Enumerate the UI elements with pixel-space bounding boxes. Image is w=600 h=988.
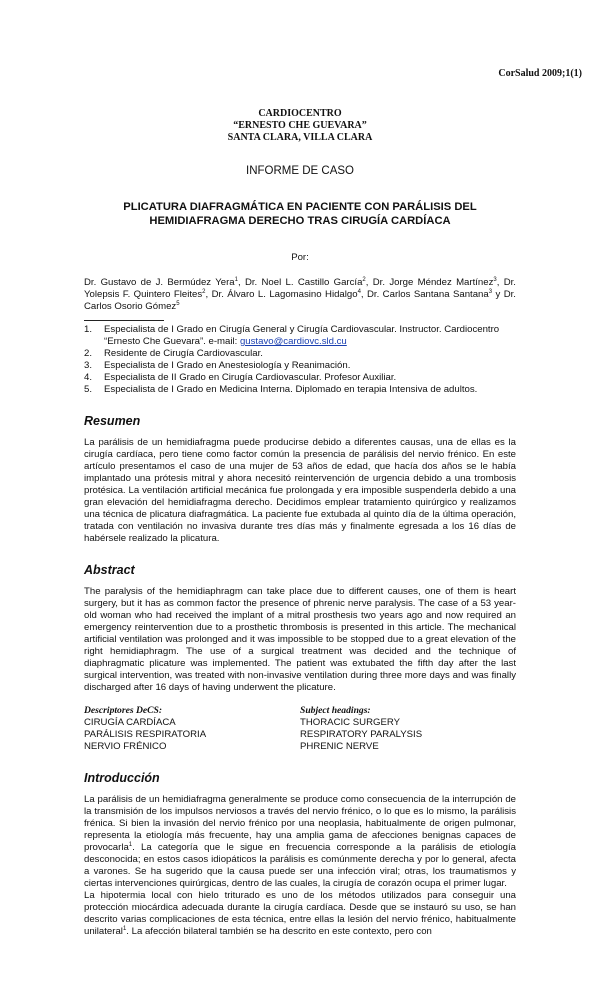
- author-name: Dr. Jorge Méndez Martínez: [372, 277, 494, 288]
- institution-block: [84, 108, 516, 144]
- footnote-number: 3.: [84, 360, 93, 371]
- article-title: [84, 200, 516, 228]
- author-affiliation-mark: 2: [362, 276, 366, 283]
- paragraph-text: La parálisis de un hemidiafragma generalmente se produce como consecuencia de la interrupción de la transmisión de los impulsos nerviosos a través del nervio frénico, o lo que es lo mismo, la parálisis frénica. Si bien la invasión del nervio frénico por una neoplasia, habitualmente de origen pulmonar, representa la etiología más frecuente, hay una amplia gama de afecciones benignas capaces de provocarla: [84, 794, 516, 853]
- footnote-number: 1.: [84, 324, 93, 335]
- report-type: INFORME DE CASO: [246, 165, 354, 177]
- resumen-heading: Resumen: [84, 414, 141, 428]
- footnote-text: Especialista de I Grado en Medicina Interna. Diplomado en terapia Intensiva de adultos.: [104, 384, 478, 395]
- keyword-item: PHRENIC NERVE: [300, 741, 379, 752]
- subject-heading: Subject headings:: [300, 705, 371, 716]
- footnote-number: 2.: [84, 348, 93, 359]
- title-line: PLICATURA DIAFRAGMÁTICA EN PACIENTE CON PARÁLISIS DEL: [123, 201, 477, 213]
- author-list: [84, 277, 516, 313]
- abstract-heading: Abstract: [84, 563, 135, 577]
- author-affiliation-mark: 4: [357, 288, 361, 295]
- keyword-item: CIRUGÍA CARDÍACA: [84, 717, 176, 728]
- institution-line: “ERNESTO CHE GUEVARA”: [233, 120, 367, 131]
- keyword-item: RESPIRATORY PARALYSIS: [300, 729, 423, 740]
- paragraph-text: La hipotermia local con hielo triturado es uno de los métodos utilizados para conseguir una protección miocárdica adecuada durante la cirugía cardíaca. Desde que se instauró su uso, se han descrito varias complicaciones de esta técnica, entre ellas la lesión del nervio frénico, habitualmente unilateral: [84, 890, 516, 937]
- citation-mark: 1: [128, 841, 133, 848]
- author-separator: ,: [365, 277, 373, 288]
- by-label: Por:: [291, 252, 309, 263]
- footnote-item: [84, 348, 516, 360]
- paragraph-text: . La categoría que le sigue en frecuencia corresponde a la parálisis de etiología desconocida; en estos casos idiopáticos la parálisis es comúnmente derecha y por lo general, afecta a varones. Se ha sugerido que la causa puede ser una infección viral; otras, los traumatismos y ciertas intervenciones quirúrgicas, dentro de las cuales, la cirugía de corazón ocupa el primer lugar.: [84, 842, 516, 889]
- title-line: HEMIDIAFRAGMA DERECHO TRAS CIRUGÍA CARDÍACA: [149, 215, 451, 227]
- author-separator: y: [492, 289, 504, 300]
- introduccion-paragraph: [84, 794, 516, 890]
- footnote-text: [104, 324, 516, 348]
- decs-keywords: [84, 705, 300, 753]
- keyword-item: PARÁLISIS RESPIRATORIA: [84, 729, 207, 740]
- citation-mark: 1: [122, 925, 127, 932]
- footnote-divider: [84, 320, 164, 321]
- institution-line: SANTA CLARA, VILLA CLARA: [227, 132, 373, 143]
- author-affiliation-mark: 3: [493, 276, 497, 283]
- keyword-item: THORACIC SURGERY: [300, 717, 401, 728]
- footnote-number: 4.: [84, 372, 93, 383]
- footnote-text-content: Especialista de I Grado en Cirugía General y Cirugía Cardiovascular. Instructor. Cardiocentro “Ernesto Che Guevara”. e-mail:: [104, 324, 500, 347]
- footnote-item: [84, 360, 516, 372]
- author-affiliation-mark: 5: [176, 300, 180, 307]
- institution-line: CARDIOCENTRO: [258, 108, 342, 119]
- author-name: Dr. Gustavo de J. Bermúdez Yera: [84, 277, 235, 288]
- footnote-text: Especialista de II Grado en Cirugía Cardiovascular. Profesor Auxiliar.: [104, 372, 397, 383]
- footnote-text: Residente de Cirugía Cardiovascular.: [104, 348, 263, 359]
- author-affiliation-mark: 1: [234, 276, 238, 283]
- author-name: Dr. Carlos Santana Santana: [367, 289, 489, 300]
- author-separator: ,: [205, 289, 212, 300]
- footnote-number: 5.: [84, 384, 93, 395]
- author-separator: ,: [360, 289, 367, 300]
- footnote-item: [84, 384, 516, 396]
- author-affiliation-mark: 3: [488, 288, 493, 295]
- footnote-item: [84, 372, 516, 384]
- author-name: Dr. Álvaro L. Lagomasino Hidalgo: [211, 289, 358, 300]
- author-affiliation-mark: 2: [202, 288, 206, 295]
- introduccion-paragraph: [84, 890, 516, 938]
- paragraph-text: . La afección bilateral también se ha descrito en este contexto, pero con: [126, 926, 432, 937]
- author-name: Dr. Carlos Osorio Gómez: [84, 289, 516, 312]
- footnote-item: [84, 324, 516, 348]
- author-separator: ,: [237, 277, 245, 288]
- subject-keywords: [300, 705, 516, 753]
- journal-reference: CorSalud 2009;1(1): [498, 68, 582, 79]
- keyword-item: NERVIO FRÉNICO: [84, 741, 167, 752]
- keywords-section: [84, 705, 516, 753]
- author-name: Dr. Noel L. Castillo García: [244, 277, 363, 288]
- subject-list: [300, 717, 516, 753]
- author-name: Dr. Yolepsis F. Quintero Fleites: [84, 277, 516, 300]
- resumen-paragraph: La parálisis de un hemidiafragma puede producirse debido a diferentes causas, una de ellas es la cirugía cardíaca, pero tiene como factor común la presencia de parálisis del nervio frénico. En este artículo presentamos el caso de una mujer de 53 años de edad, que hacía dos años se le había implantado una prótesis mitral y ahora necesitó reintervención de urgencia debido a una trombosis protésica. La ventilación artificial mecánica fue prolongada y era imposible suspenderla debido a una gran elevación del hemidiafragma derecho. Decidimos emplear tratamiento quirúrgico y realizamos una técnica de plicatura diafragmática. La paciente fue extubada al quinto día de la última operación, tratada con ventilación no invasiva durante tres días más y finalmente egresada a los 16 días de habérsele realizado la plicatura.: [84, 437, 516, 544]
- decs-list: [84, 717, 300, 753]
- author-separator: ,: [496, 277, 504, 288]
- decs-heading: Descriptores DeCS:: [84, 705, 163, 716]
- footnote-text: Especialista de I Grado en Anestesiología y Reanimación.: [104, 360, 351, 371]
- email-link[interactable]: gustavo@cardiovc.sld.cu: [239, 336, 347, 347]
- introduccion-heading: Introducción: [84, 771, 160, 785]
- abstract-paragraph: The paralysis of the hemidiaphragm can take place due to different causes, one of them is heart surgery, but it has as common factor the presence of phrenic nerve paralysis. The case of a 53 year-old woman who had received the implant of a mitral prosthesis two years ago and now required an emergency reintervention due to a prosthetic thrombosis is presented in this article. The mechanical artificial ventilation was prolonged and it was impossible to be stopped due to a great elevation of the right hemidiaphragm. The use of a surgical treatment was decided and the technique of diaphragmatic plicature was implemented. The patient was extubated the fifth day after the last surgical intervention, was treated with non-invasive ventilation during three more days and was finally discharged after 16 days of having underwent the plicature.: [84, 586, 516, 693]
- affiliation-footnotes: [84, 324, 516, 396]
